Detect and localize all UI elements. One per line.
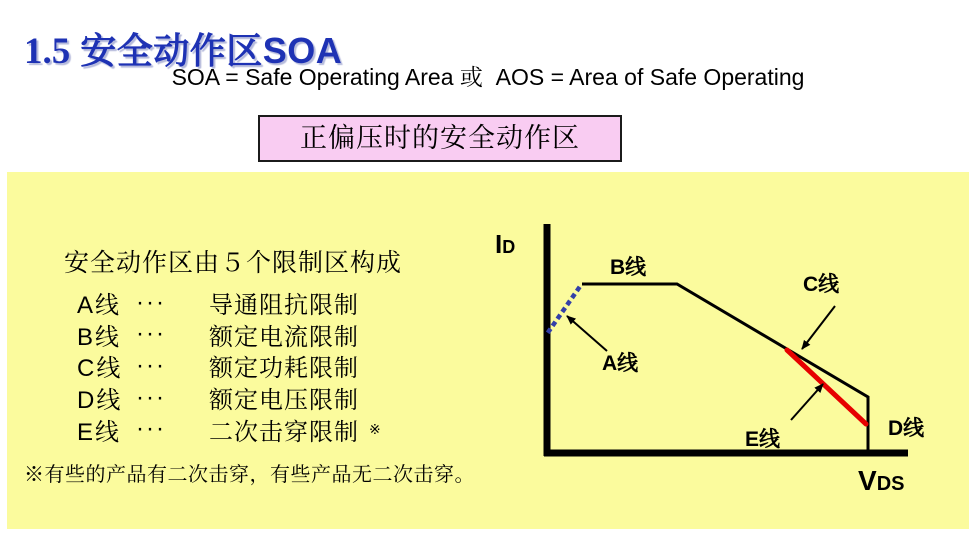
footnote: ※有些的产品有二次击穿，有些产品无二次击穿。 xyxy=(24,464,475,486)
line-name: D线 xyxy=(77,387,123,415)
title-text: 安全动作区SOA xyxy=(80,30,343,72)
arrow-to-a-line xyxy=(567,316,607,351)
chart-label-d: D线 xyxy=(888,417,925,440)
soa-list xyxy=(64,243,402,445)
dots-separator: ··· xyxy=(136,288,166,316)
x-axis-label: VDS xyxy=(858,465,905,496)
arrow-to-e-line xyxy=(791,384,823,420)
banner: 正偏压时的安全动作区 xyxy=(258,115,622,162)
soa-list-item xyxy=(64,382,402,414)
line-name: E线 xyxy=(77,418,122,446)
footnote-ref-mark: ※ xyxy=(369,420,381,437)
dots-separator: ··· xyxy=(136,415,166,443)
chart-label-a: A线 xyxy=(602,352,639,375)
soa-chart xyxy=(480,210,976,510)
line-description: 额定功耗限制 xyxy=(209,355,359,383)
arrow-to-c-line xyxy=(802,306,835,349)
title-number: 1.5 xyxy=(24,31,71,73)
line-description: 额定电压限制 xyxy=(209,387,359,415)
list-heading: 安全动作区由５个限制区构成 xyxy=(64,249,403,277)
line-description: 二次击穿限制 xyxy=(209,418,359,446)
subtitle: SOA = Safe Operating Area 或 AOS = Area of Safe Operating xyxy=(171,64,805,90)
line-name: A线 xyxy=(77,292,122,320)
series-e-line xyxy=(787,350,866,424)
line-name: B线 xyxy=(77,323,122,351)
chart-label-b: B线 xyxy=(610,256,647,279)
chart-label-e: E线 xyxy=(745,428,781,451)
soa-list-item xyxy=(64,319,402,351)
soa-list-item xyxy=(64,287,402,319)
line-name: C线 xyxy=(77,355,123,383)
y-axis-label: ID xyxy=(495,229,516,259)
dots-separator: ··· xyxy=(136,320,166,348)
soa-list-item xyxy=(64,350,402,382)
soa-list-item xyxy=(64,413,402,445)
chart-label-c: C线 xyxy=(803,273,840,296)
soa-rows xyxy=(64,287,402,445)
line-description: 额定电流限制 xyxy=(209,323,359,351)
dots-separator: ··· xyxy=(136,383,166,411)
dots-separator: ··· xyxy=(136,351,166,379)
line-description: 导通阻抗限制 xyxy=(209,292,359,320)
